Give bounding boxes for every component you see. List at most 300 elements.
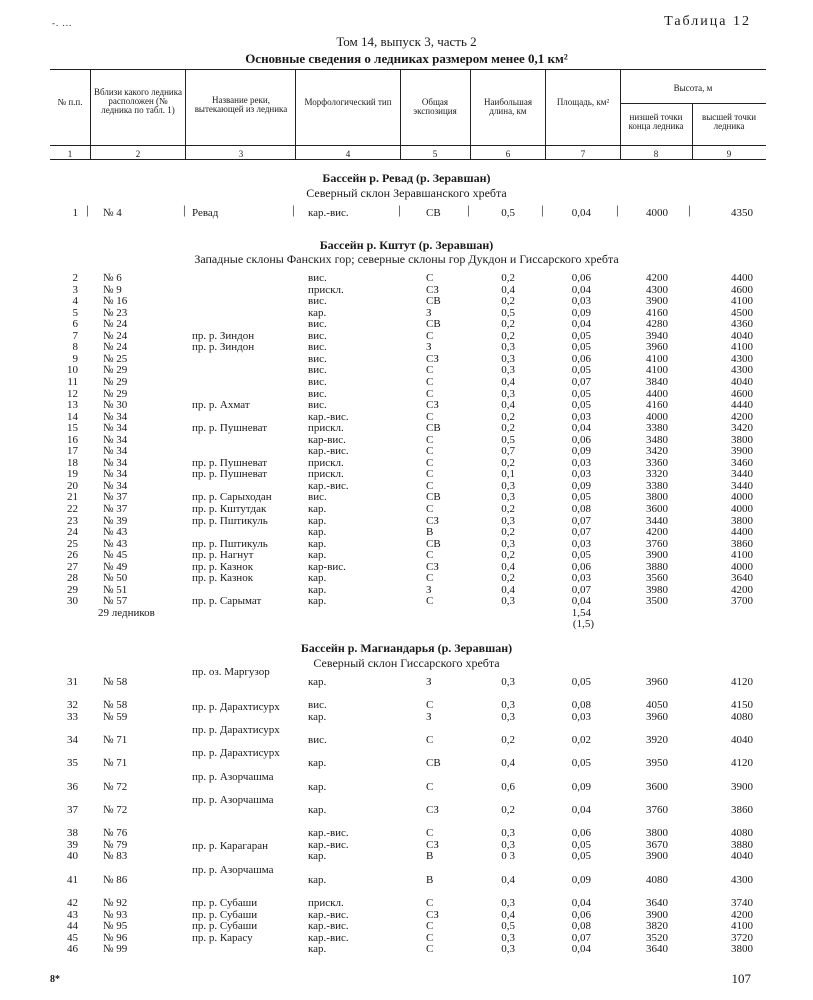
cell-area: 0,09 <box>571 873 591 886</box>
cell-exp: СЗ <box>426 560 439 573</box>
colnum: 8 <box>653 149 659 159</box>
cell-no: 24 <box>67 526 78 539</box>
cell-high: 3440 <box>731 479 753 492</box>
cell-morph: вис. <box>308 375 327 388</box>
col-divider <box>470 69 471 159</box>
total-area-rounded: (1,5) <box>572 617 594 630</box>
cell-no: 9 <box>72 352 78 365</box>
cell-no: 33 <box>67 710 78 723</box>
cell-exp: С <box>426 549 434 562</box>
cell-high: 4200 <box>731 410 753 423</box>
cell-area: 0,05 <box>571 549 591 562</box>
cell-morph: прискл. <box>308 422 344 435</box>
row-separator: | <box>398 202 401 217</box>
cell-morph: кар. <box>308 503 327 515</box>
cell-no: 6 <box>72 318 78 331</box>
header-len: Наибольшая длина, км <box>484 97 532 116</box>
cell-low: 3800 <box>646 491 668 504</box>
cell-no: 21 <box>67 491 78 504</box>
row-separator: | <box>292 202 295 217</box>
cell-exp: С <box>426 272 434 284</box>
cell-low: 3480 <box>646 433 668 446</box>
cell-morph: вис. <box>308 387 327 400</box>
cell-river: Ревад <box>192 207 219 219</box>
cell-no: 29 <box>67 583 78 596</box>
cell-no: 43 <box>67 908 78 921</box>
cell-high: 4120 <box>731 676 753 688</box>
cell-low: 3560 <box>646 572 668 585</box>
cell-near: № 83 <box>103 850 128 863</box>
cell-morph: кар. <box>308 780 327 793</box>
cell-morph: кар. <box>308 583 327 596</box>
cell-high: 4300 <box>731 873 753 886</box>
cell-len: 0,3 <box>501 479 515 492</box>
cell-low: 3600 <box>646 780 668 793</box>
cell-near: № 99 <box>103 943 128 956</box>
cell-area: 0,05 <box>571 329 591 342</box>
cell-exp: В <box>426 526 434 539</box>
cell-near: № 72 <box>103 804 128 817</box>
cell-len: 0,4 <box>501 375 515 388</box>
cell-morph: кар. <box>308 514 327 527</box>
cell-high: 4080 <box>731 827 753 840</box>
cell-no: 7 <box>72 329 78 342</box>
cell-area: 0,04 <box>571 943 591 956</box>
colnum: 9 <box>726 149 732 159</box>
cell-morph: прискл. <box>308 468 344 481</box>
cell-no: 25 <box>67 537 78 550</box>
cell-river: пр. оз. Маргузор <box>192 666 270 678</box>
cell-high: 4040 <box>731 734 753 747</box>
cell-area: 0,05 <box>571 850 591 863</box>
cell-river: пр. р. Дарахтисурх <box>192 724 280 737</box>
cell-near: № 59 <box>103 710 128 723</box>
cell-no: 41 <box>67 873 78 886</box>
cell-near: № 86 <box>103 873 128 886</box>
cell-no: 37 <box>67 804 78 817</box>
cell-river: пр. р. Пушневат <box>192 468 268 481</box>
colnum: 2 <box>135 149 141 159</box>
cell-no: 19 <box>67 468 78 481</box>
cell-exp: С <box>426 433 434 446</box>
cell-river: пр. р. Субаши <box>192 908 258 921</box>
cell-no: 1 <box>72 207 78 219</box>
cell-no: 18 <box>67 456 78 469</box>
cell-low: 3800 <box>646 827 668 840</box>
cell-exp: С <box>426 445 434 458</box>
cell-high: 4150 <box>731 699 753 712</box>
cell-near: № 34 <box>103 445 128 458</box>
cell-len: 0,2 <box>501 272 515 284</box>
cell-no: 14 <box>67 410 78 423</box>
cell-low: 3960 <box>646 341 668 354</box>
cell-len: 0,5 <box>501 920 515 933</box>
cell-high: 3800 <box>731 433 753 446</box>
cell-near: № 45 <box>103 549 128 562</box>
cell-river: пр. р. Нагнут <box>192 549 254 562</box>
cell-high: 3720 <box>731 931 753 944</box>
cell-area: 0,05 <box>571 838 591 851</box>
cell-no: 15 <box>67 422 78 435</box>
cell-high: 4600 <box>731 387 753 400</box>
colnum-bottom-rule <box>50 159 766 160</box>
cell-high: 3900 <box>731 780 753 793</box>
cell-exp: З <box>426 341 432 354</box>
cell-near: № 4 <box>103 207 122 219</box>
cell-len: 0,2 <box>501 456 515 469</box>
cell-low: 3900 <box>646 295 668 308</box>
cell-near: № 71 <box>103 757 128 770</box>
cell-near: № 95 <box>103 920 128 933</box>
cell-len: 0,2 <box>501 422 515 435</box>
cell-near: № 50 <box>103 572 128 585</box>
cell-len: 0,1 <box>501 468 515 481</box>
cell-morph: вис. <box>308 272 327 284</box>
cell-exp: В <box>426 873 434 886</box>
cell-morph: кар. <box>308 526 327 539</box>
cell-river: пр. р. Зиндон <box>192 341 255 354</box>
cell-morph: кар-вис. <box>308 433 346 446</box>
cell-no: 5 <box>72 306 78 319</box>
cell-low: 3500 <box>646 595 668 608</box>
cell-low: 4000 <box>646 410 668 423</box>
cell-morph: кар-вис. <box>308 560 346 573</box>
cell-low: 3640 <box>646 897 668 910</box>
cell-no: 32 <box>67 699 78 712</box>
cell-low: 3760 <box>646 537 668 550</box>
cell-len: 0,7 <box>501 445 515 458</box>
total-area: 1,54 <box>571 606 591 619</box>
cell-low: 3380 <box>646 479 668 492</box>
section-title: Бассейн р. Кштут (р. Зеравшан) <box>319 238 494 252</box>
cell-low: 3920 <box>646 734 668 747</box>
cell-exp: СЗ <box>426 399 439 412</box>
cell-no: 39 <box>67 838 78 851</box>
cell-high: 4100 <box>731 920 753 933</box>
cell-no: 30 <box>67 595 78 608</box>
header-bottom-rule <box>50 145 766 146</box>
section-title: Бассейн р. Магиандарья (р. Зеравшан) <box>300 641 513 655</box>
cell-near: № 72 <box>103 780 128 793</box>
cell-no: 38 <box>67 827 78 840</box>
cell-low: 3840 <box>646 375 668 388</box>
cell-high: 4400 <box>731 526 753 539</box>
cell-low: 3380 <box>646 422 668 435</box>
cell-river: пр. р. Пштикуль <box>192 537 268 550</box>
cell-high: 4040 <box>731 850 753 863</box>
cell-morph: прискл. <box>308 897 344 910</box>
cell-high: 4300 <box>731 352 753 365</box>
cell-exp: С <box>426 329 434 342</box>
cell-area: 0,04 <box>571 207 591 219</box>
cell-exp: СЗ <box>426 908 439 921</box>
cell-morph: вис. <box>308 491 327 504</box>
cell-no: 26 <box>67 549 78 562</box>
cell-river: пр. р. Азорчашма <box>192 863 274 876</box>
cell-len: 0,3 <box>501 897 515 910</box>
row-separator: | <box>541 202 544 217</box>
cell-exp: С <box>426 410 434 423</box>
cell-exp: СВ <box>426 491 441 504</box>
cell-no: 16 <box>67 433 78 446</box>
cell-no: 36 <box>67 780 78 793</box>
cell-no: 20 <box>67 479 78 492</box>
cell-high: 4000 <box>731 560 753 573</box>
cell-len: 0,3 <box>501 491 515 504</box>
cell-near: № 49 <box>103 560 128 573</box>
cell-low: 4160 <box>646 306 668 319</box>
cell-exp: С <box>426 468 434 481</box>
cell-area: 0,03 <box>571 572 591 585</box>
cell-morph: кар. <box>308 549 327 562</box>
header-exp: Общая экспозиция <box>413 97 457 116</box>
cell-morph: кар.-вис. <box>308 827 349 840</box>
section-subtitle: Северный склон Зеравшанского хребта <box>306 186 507 200</box>
cell-river: пр. р. Субаши <box>192 920 258 933</box>
cell-area: 0,09 <box>571 306 591 319</box>
page-title: Основные сведения о ледниках размером менее 0,1 км² <box>245 51 568 66</box>
header-area: Площадь, км² <box>556 97 610 107</box>
header-low: низшей точки конца ледника <box>628 112 684 131</box>
cell-len: 0 3 <box>501 850 515 863</box>
cell-near: № 25 <box>103 352 128 365</box>
cell-exp: С <box>426 827 434 840</box>
cell-high: 4120 <box>731 757 753 770</box>
cell-area: 0,04 <box>571 422 591 435</box>
row-separator: | <box>86 202 89 217</box>
cell-len: 0,3 <box>501 352 515 365</box>
cell-morph: прискл. <box>308 283 344 296</box>
cell-morph: кар.-вис. <box>308 920 349 933</box>
cell-area: 0,06 <box>571 827 591 840</box>
col-divider <box>545 69 546 159</box>
cell-len: 0,3 <box>501 676 515 688</box>
cell-near: № 57 <box>103 595 128 608</box>
section-subtitle: Западные склоны Фанских гор; северные склоны гор Дукдон и Гиссарского хребта <box>194 252 619 266</box>
col-divider <box>185 69 186 159</box>
cell-near: № 43 <box>103 526 128 539</box>
cell-low: 4100 <box>646 364 668 377</box>
cell-area: 0,09 <box>571 780 591 793</box>
cell-len: 0,4 <box>501 399 515 412</box>
cell-river: пр. р. Карасу <box>192 931 253 944</box>
row-separator: | <box>467 202 470 217</box>
cell-no: 45 <box>67 931 78 944</box>
cell-river: пр. р. Азорчашма <box>192 794 274 807</box>
cell-high: 4100 <box>731 549 753 562</box>
cell-near: № 9 <box>103 283 122 296</box>
cell-len: 0,2 <box>501 549 515 562</box>
cell-exp: СЗ <box>426 352 439 365</box>
cell-len: 0,4 <box>501 283 515 296</box>
cell-high: 4100 <box>731 341 753 354</box>
cell-near: № 93 <box>103 908 128 921</box>
cell-exp: С <box>426 572 434 585</box>
cell-len: 0,2 <box>501 410 515 423</box>
row-separator: | <box>688 202 691 217</box>
cell-exp: З <box>426 583 432 596</box>
cell-river: пр. р. Казнок <box>192 572 254 585</box>
cell-high: 3420 <box>731 422 753 435</box>
cell-area: 0,05 <box>571 364 591 377</box>
cell-no: 31 <box>67 676 78 688</box>
cell-high: 4360 <box>731 318 753 331</box>
cell-morph: вис. <box>308 329 327 342</box>
cell-morph: кар.-вис. <box>308 931 349 944</box>
cell-high: 4040 <box>731 329 753 342</box>
header-high: высшей точки ледника <box>701 112 757 131</box>
cell-len: 0,3 <box>501 943 515 956</box>
cell-high: 3800 <box>731 943 753 956</box>
cell-morph: кар. <box>308 306 327 319</box>
cell-river: пр. р. Сарыходан <box>192 491 272 504</box>
col-divider <box>295 69 296 159</box>
cell-low: 4050 <box>646 699 668 712</box>
cell-exp: С <box>426 931 434 944</box>
signature-mark: 8* <box>50 974 60 985</box>
cell-low: 3900 <box>646 549 668 562</box>
cell-len: 0,3 <box>501 931 515 944</box>
cell-exp: С <box>426 375 434 388</box>
cell-morph: кар. <box>308 873 327 886</box>
cell-morph: вис. <box>308 341 327 354</box>
cell-area: 0,08 <box>571 503 591 515</box>
cell-exp: С <box>426 699 434 712</box>
cell-exp: С <box>426 456 434 469</box>
cell-len: 0,3 <box>501 387 515 400</box>
cell-exp: С <box>426 734 434 747</box>
cell-low: 4160 <box>646 399 668 412</box>
cell-near: № 24 <box>103 341 128 354</box>
cell-high: 3700 <box>731 595 753 608</box>
cell-low: 4280 <box>646 318 668 331</box>
cell-low: 4000 <box>646 207 668 219</box>
header-morph: Морфологический тип <box>304 97 392 107</box>
cell-len: 0,4 <box>501 583 515 596</box>
header-near: Вблизи какого ледника расположен (№ ледника по табл. 1) <box>94 87 182 115</box>
cell-near: № 76 <box>103 827 128 840</box>
cell-area: 0,04 <box>571 595 591 608</box>
cell-len: 0,3 <box>501 341 515 354</box>
cell-high: 4600 <box>731 283 753 296</box>
cell-river: пр. р. Пштикуль <box>192 514 268 527</box>
cell-low: 3360 <box>646 456 668 469</box>
cell-area: 0,04 <box>571 283 591 296</box>
cell-exp: СВ <box>426 537 441 550</box>
cell-high: 3880 <box>731 838 753 851</box>
cell-no: 44 <box>67 920 78 933</box>
cell-low: 4100 <box>646 352 668 365</box>
cell-area: 0,03 <box>571 468 591 481</box>
cell-area: 0,09 <box>571 445 591 458</box>
cell-no: 2 <box>72 272 78 284</box>
cell-high: 4000 <box>731 503 753 515</box>
cell-area: 0,08 <box>571 920 591 933</box>
cell-high: 4200 <box>731 583 753 596</box>
cell-exp: С <box>426 897 434 910</box>
cell-near: № 29 <box>103 375 128 388</box>
page-number: 107 <box>731 971 751 986</box>
cell-morph: кар.-вис. <box>308 410 349 423</box>
cell-area: 0,03 <box>571 410 591 423</box>
cell-river: пр. р. Ахмат <box>192 399 250 412</box>
cell-morph: вис. <box>308 734 327 747</box>
cell-exp: З <box>426 710 432 723</box>
colnum: 4 <box>345 149 351 159</box>
cell-no: 12 <box>67 387 78 400</box>
cell-area: 0,03 <box>571 295 591 308</box>
cell-near: № 39 <box>103 514 128 527</box>
cell-near: № 34 <box>103 433 128 446</box>
col-divider <box>692 103 693 159</box>
cell-no: 10 <box>67 364 78 377</box>
cell-near: № 79 <box>103 838 128 851</box>
cell-exp: С <box>426 364 434 377</box>
cell-near: № 30 <box>103 399 128 412</box>
cell-near: № 43 <box>103 537 128 550</box>
cell-no: 35 <box>67 757 78 770</box>
total-label: 29 ледников <box>98 606 155 619</box>
cell-area: 0,04 <box>571 318 591 331</box>
cell-river: пр. р. Дарахтисурх <box>192 747 280 760</box>
cell-morph: кар.-вис. <box>308 479 349 492</box>
cell-morph: кар. <box>308 804 327 817</box>
cell-near: № 29 <box>103 364 128 377</box>
cell-exp: З <box>426 306 432 319</box>
cell-morph: вис. <box>308 364 327 377</box>
cell-len: 0,2 <box>501 318 515 331</box>
cell-no: 42 <box>67 897 78 910</box>
cell-high: 3900 <box>731 445 753 458</box>
cell-area: 0,06 <box>571 433 591 446</box>
cell-len: 0,2 <box>501 526 515 539</box>
cell-low: 4400 <box>646 387 668 400</box>
cell-morph: кар.-вис. <box>308 908 349 921</box>
cell-river: пр. р. Карагаран <box>192 840 269 853</box>
cell-area: 0,07 <box>571 526 591 539</box>
height-subheader-rule <box>620 103 766 104</box>
header-top-rule <box>50 69 766 70</box>
cell-low: 3440 <box>646 514 668 527</box>
cell-len: 0,3 <box>501 827 515 840</box>
cell-exp: В <box>426 850 434 863</box>
colnum: 1 <box>67 149 73 159</box>
col-divider <box>90 69 91 159</box>
cell-morph: вис. <box>308 318 327 331</box>
cell-len: 0,5 <box>501 433 515 446</box>
cell-area: 0,07 <box>571 375 591 388</box>
cell-high: 4000 <box>731 491 753 504</box>
cell-near: № 34 <box>103 479 128 492</box>
cell-near: № 24 <box>103 329 128 342</box>
cell-no: 17 <box>67 445 78 458</box>
cell-exp: СВ <box>426 318 441 331</box>
cell-river: пр. р. Азорчашма <box>192 770 274 783</box>
cell-exp: С <box>426 780 434 793</box>
cell-river: пр. р. Кштутдак <box>192 503 267 515</box>
cell-area: 0,06 <box>571 908 591 921</box>
cell-len: 0,2 <box>501 572 515 585</box>
cell-morph: кар. <box>308 572 327 585</box>
cell-len: 0,2 <box>501 503 515 515</box>
cell-high: 3800 <box>731 514 753 527</box>
cell-exp: С <box>426 503 434 515</box>
cell-len: 0,4 <box>501 757 515 770</box>
cell-morph: вис. <box>308 699 327 712</box>
cell-len: 0,2 <box>501 329 515 342</box>
corner-marks: -. ... <box>52 18 73 28</box>
cell-low: 3980 <box>646 583 668 596</box>
